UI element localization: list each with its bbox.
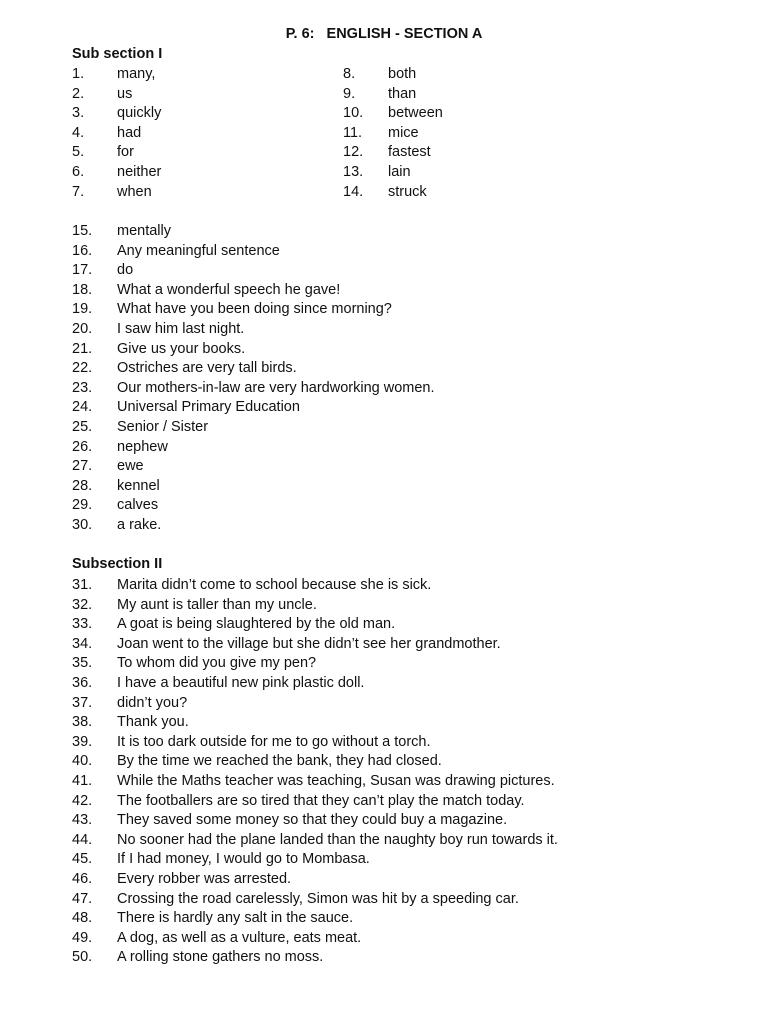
answer-text: lain [388, 164, 411, 180]
answer-number: 42. [72, 792, 93, 809]
answer-text: mice [388, 124, 419, 141]
answer-text: Senior / Sister [117, 419, 209, 435]
page-title: P. 6: ENGLISH - SECTION A [285, 26, 483, 42]
answer-text: By the time we reached the bank, they had closed. [117, 753, 442, 770]
answer-number: 26. [72, 438, 93, 455]
answer-text: Crossing the road carelessly, Simon was hit by a speeding car. [117, 890, 519, 907]
answer-text: A dog, as well as a vulture, eats meat. [117, 929, 362, 946]
answer-number: 27. [72, 458, 93, 475]
answer-text: Every robber was arrested. [117, 871, 292, 887]
answer-text: It is too dark outside for me to go without a torch. [117, 733, 431, 750]
answer-text: There is hardly any salt in the sauce. [117, 910, 354, 927]
answer-text: Joan went to the village but she didn’t see her grandmother. [117, 635, 501, 652]
answer-text: No sooner had the plane landed than the naughty boy run towards it. [117, 831, 558, 848]
answer-text: The footballers are so tired that they can’t play the match today. [117, 792, 525, 809]
answer-text: Ostriches are very tall birds. [117, 360, 297, 377]
answer-text: Marita didn’t come to school because she is sick. [117, 577, 432, 593]
answer-number: 38. [72, 714, 93, 731]
answer-text: Universal Primary Education [117, 399, 300, 416]
answer-text: They saved some money so that they could buy a magazine. [117, 812, 508, 829]
answer-text: between [388, 105, 443, 122]
answer-number: 22. [72, 360, 93, 377]
answer-text: than [388, 85, 417, 102]
answer-text: quickly [117, 105, 162, 122]
answer-text: If I had money, I would go to Mombasa. [117, 851, 370, 868]
answer-number: 7. [72, 183, 85, 200]
answer-text: fastest [388, 144, 431, 161]
answer-number: 31. [72, 577, 93, 593]
answer-number: 6. [72, 164, 85, 180]
answer-number: 23. [72, 379, 93, 396]
answer-number: 33. [72, 616, 93, 633]
answer-number: 28. [72, 477, 93, 494]
answer-text: What a wonderful speech he gave! [117, 281, 341, 298]
answer-number: 24. [72, 399, 93, 416]
answer-text: struck [388, 183, 427, 200]
answer-text: us [117, 85, 133, 102]
answer-number: 39. [72, 733, 93, 750]
answer-number: 30. [72, 517, 93, 533]
answer-number: 16. [72, 242, 93, 259]
answer-text: had [117, 124, 142, 141]
answer-number: 41. [72, 773, 93, 789]
answer-number: 18. [72, 281, 93, 298]
answer-number: 13. [343, 164, 364, 180]
answer-number: 21. [72, 340, 93, 357]
answer-text: nephew [117, 438, 168, 455]
answer-text: neither [117, 164, 162, 180]
answer-text: Give us your books. [117, 340, 246, 357]
answer-text: While the Maths teacher was teaching, Susan was drawing pictures. [117, 773, 555, 789]
answer-text: calves [117, 497, 159, 514]
answer-number: 37. [72, 694, 93, 711]
subsection-1-heading: Sub section I [72, 46, 163, 62]
answer-number: 25. [72, 419, 93, 435]
answer-number: 40. [72, 753, 93, 770]
answer-number: 1. [72, 66, 85, 82]
answer-number: 3. [72, 105, 85, 122]
answer-text: What have you been doing since morning? [117, 301, 392, 318]
answer-number: 49. [72, 929, 93, 946]
answer-text: for [117, 144, 134, 161]
answer-number: 35. [72, 655, 93, 672]
answer-number: 20. [72, 321, 93, 337]
answer-text: mentally [117, 223, 171, 239]
answer-text: Any meaningful sentence [117, 242, 280, 259]
answer-number: 48. [72, 910, 93, 927]
answer-number: 17. [72, 262, 93, 279]
answer-text: both [388, 66, 417, 82]
answer-text: many, [117, 66, 156, 82]
answer-number: 4. [72, 124, 85, 141]
answer-number: 19. [72, 301, 93, 318]
answer-number: 34. [72, 635, 93, 652]
subsection-2-heading: Subsection II [72, 556, 163, 572]
answer-number: 8. [343, 66, 356, 82]
answer-number: 50. [72, 949, 93, 966]
answer-number: 15. [72, 223, 93, 239]
answer-number: 10. [343, 105, 364, 122]
answer-text: when [117, 183, 152, 200]
answer-text: My aunt is taller than my uncle. [117, 596, 317, 613]
answer-text: didn’t you? [117, 694, 188, 711]
answer-text: To whom did you give my pen? [117, 655, 317, 672]
answer-number: 43. [72, 812, 93, 829]
answer-number: 14. [343, 183, 364, 200]
answer-number: 36. [72, 675, 93, 691]
answer-text: A goat is being slaughtered by the old man. [117, 616, 396, 633]
answer-text: I have a beautiful new pink plastic doll. [117, 675, 365, 691]
answer-number: 32. [72, 596, 93, 613]
answer-number: 5. [72, 144, 85, 161]
answer-text: A rolling stone gathers no moss. [117, 949, 324, 966]
answer-text: ewe [117, 458, 144, 475]
answer-text: I saw him last night. [117, 321, 245, 337]
answer-text: kennel [117, 477, 160, 494]
answer-number: 12. [343, 144, 364, 161]
answer-text: do [117, 262, 134, 279]
answer-number: 9. [343, 85, 356, 102]
answer-number: 46. [72, 871, 93, 887]
answer-number: 29. [72, 497, 93, 514]
answer-text: a rake. [117, 517, 162, 533]
answer-number: 45. [72, 851, 93, 868]
answer-text: Our mothers-in-law are very hardworking women. [117, 379, 435, 396]
answer-number: 2. [72, 85, 85, 102]
answer-text: Thank you. [117, 714, 189, 731]
answer-number: 47. [72, 890, 93, 907]
answer-number: 11. [343, 124, 363, 141]
answer-number: 44. [72, 831, 93, 848]
